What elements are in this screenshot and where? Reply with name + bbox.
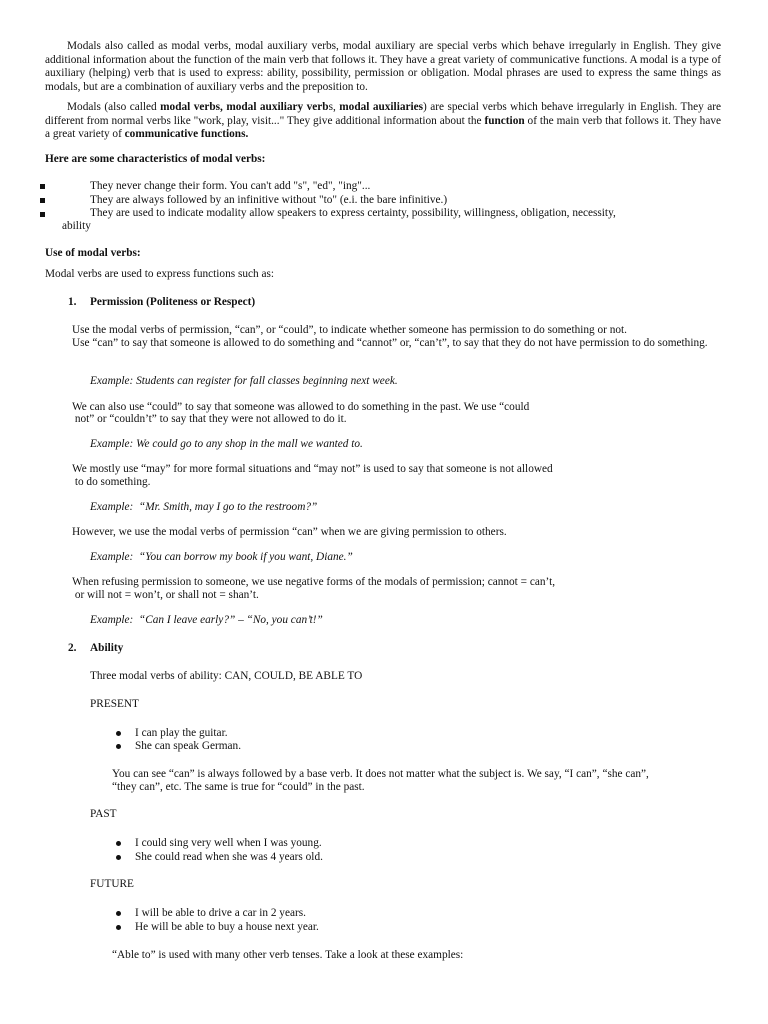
characteristics-heading: Here are some characteristics of modal verbs: [45, 153, 266, 165]
future-label: FUTURE [90, 878, 134, 890]
characteristic-item-wrap: ability [62, 220, 91, 232]
square-bullet-icon [40, 184, 45, 189]
permission-paragraph-2b: not” or “couldn’t” to say that they were not allowed to do it. [72, 413, 347, 425]
example-sentence: Example: “Mr. Smith, may I go to the restroom?” [90, 501, 318, 513]
bold-run: modal verbs, modal auxiliary verb [160, 101, 329, 113]
list-item: I will be able to drive a car in 2 years. [135, 907, 306, 919]
permission-paragraph-1a: Use the modal verbs of permission, “can”, or “could”, to indicate whether someone has permission to do something or not. [72, 324, 627, 336]
section-number: 1. [68, 296, 77, 308]
example-sentence: Example: “You can borrow my book if you want, Diane.” [90, 551, 353, 563]
permission-paragraph-3b: to do something. [72, 476, 151, 488]
permission-paragraph-1b: Use “can” to say that someone is allowed to do something and “cannot” or, “can’t”, to say that they do not have permission to do something. [72, 337, 708, 349]
bullet-icon [116, 855, 121, 860]
permission-heading: Permission (Politeness or Respect) [90, 296, 256, 308]
ability-intro: Three modal verbs of ability: CAN, COULD, BE ABLE TO [90, 670, 363, 682]
ability-heading: Ability [90, 642, 124, 654]
list-item: I could sing very well when I was young. [135, 837, 322, 849]
text-run: Modals (also called [67, 101, 161, 113]
characteristic-item: They are used to indicate modality allow speakers to express certainty, possibility, willingness, obligation, necessity, [90, 207, 616, 219]
bold-run: communicative functions. [124, 128, 249, 141]
present-label: PRESENT [90, 698, 139, 710]
list-item: She can speak German. [135, 740, 242, 752]
intro-paragraph-2 [45, 101, 721, 142]
example-sentence: Example: Students can register for fall classes beginning next week. [90, 375, 398, 387]
text-run: ) are special verbs which behave irregularly in English. They are different from normal verbs like "work, play, visit..." They give additional information about the [45, 101, 722, 127]
square-bullet-icon [40, 212, 45, 217]
use-heading: Use of modal verbs: [45, 247, 141, 259]
ability-note-1a: You can see “can” is always followed by a base verb. It does not matter what the subject is. We say, “I can”, “she can”, [112, 768, 649, 780]
permission-paragraph-5b: or will not = won’t, or shall not = shan’t. [72, 589, 259, 601]
bullet-icon [116, 731, 121, 736]
list-item: I can play the guitar. [135, 727, 228, 739]
past-label: PAST [90, 808, 117, 820]
bullet-icon [116, 744, 121, 749]
ability-note-2: “Able to” is used with many other verb tenses. Take a look at these examples: [112, 949, 464, 961]
bullet-icon [116, 911, 121, 916]
intro-paragraph-1: Modals also called as modal verbs, modal auxiliary verbs, modal auxiliary are special verbs which behave irregularly in English. They give additional information about the function of the main verb that follows it. They have a great variety of communicative functions. A modal is a type of auxiliary (helping) verb that is used to express: ability, possibility, permission or obligation. Modal phrases are used to express the same things as modals, but are a combination of auxiliary verbs and the preposition to. [45, 40, 721, 93]
permission-paragraph-2a: We can also use “could” to say that someone was allowed to do something in the past. We use “could [72, 401, 530, 413]
characteristic-item: They are always followed by an infinitive without "to" (e.i. the bare infinitive.) [90, 194, 448, 206]
permission-paragraph-4: However, we use the modal verbs of permission “can” when we are giving permission to others. [72, 526, 507, 538]
characteristic-item: They never change their form. You can't add "s", "ed", "ing"... [90, 180, 371, 192]
list-item: She could read when she was 4 years old. [135, 851, 323, 863]
use-intro: Modal verbs are used to express functions such as: [45, 268, 275, 280]
bold-run: modal auxiliaries [339, 101, 424, 113]
example-sentence: Example: We could go to any shop in the mall we wanted to. [90, 438, 363, 450]
example-sentence: Example: “Can I leave early?” – “No, you can’t!” [90, 614, 323, 626]
bullet-icon [116, 841, 121, 846]
square-bullet-icon [40, 198, 45, 203]
ability-note-1b: “they can”, etc. The same is true for “could” in the past. [112, 781, 365, 793]
bullet-icon [116, 925, 121, 930]
permission-paragraph-3a: We mostly use “may” for more formal situations and “may not” is used to say that someone is not allowed [72, 463, 553, 475]
bold-run: function [484, 114, 525, 127]
permission-paragraph-5a: When refusing permission to someone, we use negative forms of the modals of permission; cannot = can’t, [72, 576, 556, 588]
section-number: 2. [68, 642, 77, 654]
list-item: He will be able to buy a house next year. [135, 921, 319, 933]
text-run: s, [328, 101, 340, 113]
text-run: of the main verb that follows it. They have a great variety of [45, 114, 721, 141]
